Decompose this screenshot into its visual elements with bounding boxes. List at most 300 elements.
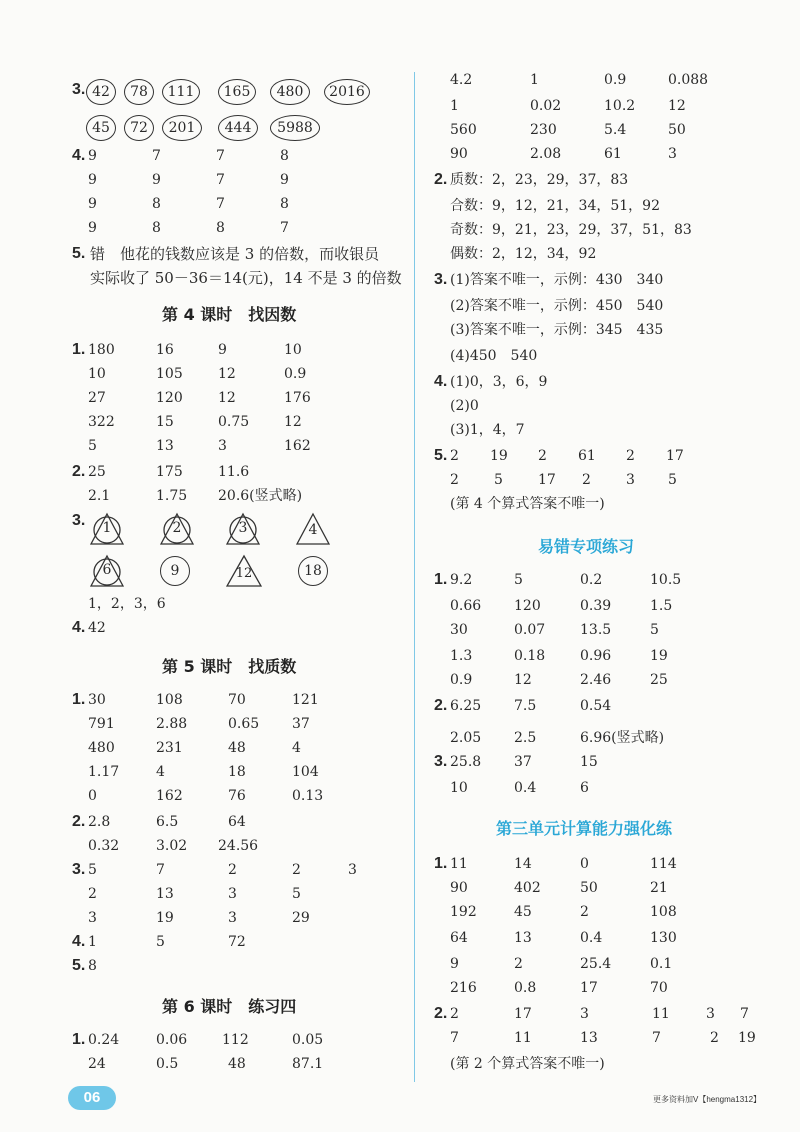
answer-row (72, 168, 402, 192)
answer-row (72, 784, 402, 808)
cell: 2 (292, 862, 301, 878)
question-number: 1. (72, 341, 86, 358)
answer-row (72, 906, 402, 930)
answer-row (72, 1028, 402, 1052)
cell: 25.4 (580, 956, 612, 972)
answer-row (72, 362, 402, 386)
cell: 3 (626, 472, 635, 488)
circle-triangle-shape (226, 512, 260, 546)
cell: 3 (88, 910, 97, 926)
question-number: 2. (72, 813, 86, 830)
question-number: 5. (72, 245, 86, 262)
answer-row (72, 338, 402, 362)
cell: 70 (650, 980, 668, 996)
cell: 5 (88, 862, 97, 878)
cell: 37 (292, 716, 310, 732)
cell: 2 (450, 448, 459, 464)
answer-row (434, 1002, 784, 1026)
cell: 3 (218, 438, 227, 454)
shape-number: 6 (102, 562, 112, 578)
cell: 20.6(竖式略) (218, 488, 303, 504)
cell: 162 (156, 788, 183, 804)
answer-row (72, 460, 402, 484)
answer-row (434, 594, 784, 618)
cell: 9 (152, 172, 161, 188)
question-number: 1. (434, 855, 448, 872)
answer-row (72, 858, 402, 882)
cell: 5.4 (604, 122, 627, 138)
cell: 9 (218, 342, 227, 358)
answer-row (72, 954, 402, 978)
cell: 17 (514, 1006, 532, 1022)
answer-row (434, 618, 784, 642)
cell: 7 (216, 172, 225, 188)
answer-text: 合数：9，12，21，34，51，92 (450, 198, 660, 214)
cell: 2.1 (88, 488, 111, 504)
cell: 0.54 (580, 698, 612, 714)
cell: 180 (88, 342, 115, 358)
cell: 70 (228, 692, 246, 708)
answer-row (434, 142, 784, 166)
cell: 2 (710, 1030, 719, 1046)
cell: 7.5 (514, 698, 537, 714)
cell: 2 (626, 448, 635, 464)
answer-row (434, 900, 784, 924)
circle-triangle-shape (90, 554, 124, 588)
cell: 14 (514, 856, 532, 872)
answer-text: (3)答案不唯一，示例：345 435 (450, 322, 664, 338)
question-number: 2. (434, 1005, 448, 1022)
cell: 11.6 (218, 464, 250, 480)
cell: 120 (514, 598, 541, 614)
cell: 42 (88, 620, 106, 636)
cell: 2 (538, 448, 547, 464)
note-text: (第 4 个算式答案不唯一) (450, 496, 605, 512)
cell: 8 (280, 148, 289, 164)
cell: 0.75 (218, 414, 250, 430)
cell: 0.088 (668, 72, 709, 88)
cell: 0.02 (530, 98, 562, 114)
answer-row (72, 712, 402, 736)
cell: 0.24 (88, 1032, 120, 1048)
cell: 9.2 (450, 572, 473, 588)
answer-row (434, 876, 784, 900)
cell: 13 (156, 438, 174, 454)
circle-shape: 18 (298, 556, 328, 586)
cell: 1 (530, 72, 539, 88)
cell: 6.5 (156, 814, 179, 830)
page-number-badge: 06 (68, 1086, 116, 1110)
answer-text: (1)0，3，6，9 (450, 374, 548, 390)
cell: 8 (152, 220, 161, 236)
answer-row (434, 94, 784, 118)
answer-row (72, 216, 402, 240)
cell: 9 (280, 172, 289, 188)
cell: 1.17 (88, 764, 120, 780)
answer-row (434, 776, 784, 800)
cell: 0.9 (604, 72, 627, 88)
cell: 10.5 (650, 572, 682, 588)
cell: 7 (652, 1030, 661, 1046)
question-number: 4. (72, 619, 86, 636)
cell: 0.96 (580, 648, 612, 664)
cell: 2.88 (156, 716, 188, 732)
cell: 8 (88, 958, 97, 974)
answer-text: 错 他花的钱数应该是 3 的倍数，而收银员 (90, 245, 380, 263)
lesson-4-title: 第 4 课时 找因数 (162, 305, 297, 324)
cell: 0.05 (292, 1032, 324, 1048)
number-oval: 42 (86, 79, 116, 105)
answer-row (434, 852, 784, 876)
answer-row (434, 644, 784, 668)
answer-row (72, 592, 402, 616)
answer-row (72, 760, 402, 784)
answer-row (434, 218, 784, 242)
cell: 8 (280, 196, 289, 212)
cell: 2 (450, 472, 459, 488)
cell: 175 (156, 464, 183, 480)
cell: 45 (514, 904, 532, 920)
answer-row (434, 242, 784, 266)
cell: 0.8 (514, 980, 537, 996)
section-title-easy-mistakes: 易错专项练习 (538, 537, 635, 556)
answer-row (72, 266, 412, 290)
cell: 0.66 (450, 598, 482, 614)
answer-text: (4)450 540 (450, 348, 538, 364)
cell: 7 (740, 1006, 749, 1022)
answer-row (72, 688, 402, 712)
cell: 5 (292, 886, 301, 902)
answer-row (434, 694, 784, 718)
cell: 5 (514, 572, 523, 588)
question-number: 1. (434, 571, 448, 588)
answer-row (72, 736, 402, 760)
cell: 11 (652, 1006, 670, 1022)
answer-row (72, 484, 402, 508)
answer-text: (2)答案不唯一，示例：450 540 (450, 298, 664, 314)
cell: 230 (530, 122, 557, 138)
question-number: 2. (434, 697, 448, 714)
cell: 0.4 (580, 930, 603, 946)
cell: 25 (88, 464, 106, 480)
answer-row (434, 468, 784, 492)
cell: 4 (292, 740, 301, 756)
cell: 0.65 (228, 716, 260, 732)
cell: 2.05 (450, 730, 482, 746)
cell: 61 (578, 448, 596, 464)
answer-row (72, 386, 402, 410)
number-oval: 72 (124, 115, 154, 141)
cell: 10 (284, 342, 302, 358)
question-number: 1. (72, 1031, 86, 1048)
cell: 560 (450, 122, 477, 138)
number-oval: 2016 (324, 79, 370, 105)
cell: 2.8 (88, 814, 111, 830)
cell: 19 (156, 910, 174, 926)
cell: 0.9 (450, 672, 473, 688)
question-number: 3. (72, 861, 86, 878)
question-number: 5. (72, 957, 86, 974)
cell: 7 (156, 862, 165, 878)
cell: 5 (88, 438, 97, 454)
cell: 13 (514, 930, 532, 946)
cell: 17 (538, 472, 556, 488)
cell: 21 (650, 880, 668, 896)
cell: 7 (280, 220, 289, 236)
cell: 64 (228, 814, 246, 830)
cell: 12 (668, 98, 686, 114)
cell: 2.08 (530, 146, 562, 162)
cell: 8 (216, 220, 225, 236)
cell: 2.5 (514, 730, 537, 746)
cell: 5 (650, 622, 659, 638)
cell: 2 (580, 904, 589, 920)
cell: 50 (580, 880, 598, 896)
answer-row (434, 418, 784, 442)
shape-number: 2 (172, 520, 182, 536)
cell: 0.18 (514, 648, 546, 664)
cell: 3 (580, 1006, 589, 1022)
answer-row (434, 976, 784, 1000)
cell: 30 (450, 622, 468, 638)
cell: 176 (284, 390, 311, 406)
answer-text: (3)1，4，7 (450, 422, 525, 438)
cell: 105 (156, 366, 183, 382)
cell: 24.56 (218, 838, 259, 854)
cell: 10 (88, 366, 106, 382)
question-number: 4. (72, 147, 86, 164)
cell: 1.5 (650, 598, 673, 614)
cell: 76 (228, 788, 246, 804)
question-3-ovals (72, 76, 412, 106)
cell: 29 (292, 910, 310, 926)
cell: 48 (228, 1056, 246, 1072)
cell: 130 (650, 930, 677, 946)
answer-row (434, 668, 784, 692)
cell: 10 (450, 780, 468, 796)
answer-row (434, 952, 784, 976)
cell: 0.06 (156, 1032, 188, 1048)
cell: 322 (88, 414, 115, 430)
cell: 2 (88, 886, 97, 902)
cell: 3 (668, 146, 677, 162)
question-number: 2. (72, 463, 86, 480)
lesson-6-title: 第 6 课时 练习四 (162, 997, 297, 1016)
answer-row (72, 434, 402, 458)
answer-text: 1，2，3，6 (88, 596, 166, 612)
cell: 121 (292, 692, 319, 708)
question-number: 3. (72, 81, 86, 98)
answer-row (434, 1026, 784, 1050)
answer-row (434, 1052, 784, 1076)
question-number: 3. (72, 512, 86, 529)
cell: 12 (514, 672, 532, 688)
cell: 2.46 (580, 672, 612, 688)
cell: 17 (666, 448, 684, 464)
cell: 19 (490, 448, 508, 464)
cell: 6.96(竖式略) (580, 730, 665, 746)
answer-row (434, 118, 784, 142)
cell: 24 (88, 1056, 106, 1072)
cell: 25.8 (450, 754, 482, 770)
cell: 61 (604, 146, 622, 162)
cell: 9 (88, 220, 97, 236)
cell: 480 (88, 740, 115, 756)
cell: 162 (284, 438, 311, 454)
cell: 0.39 (580, 598, 612, 614)
answer-row (434, 568, 784, 592)
answer-row (72, 410, 402, 434)
question-number: 2. (434, 171, 448, 188)
cell: 3 (228, 910, 237, 926)
cell: 108 (650, 904, 677, 920)
cell: 19 (650, 648, 668, 664)
cell: 48 (228, 740, 246, 756)
cell: 37 (514, 754, 532, 770)
answer-text: (2)0 (450, 398, 479, 414)
cell: 10.2 (604, 98, 636, 114)
cell: 120 (156, 390, 183, 406)
question-number: 4. (434, 373, 448, 390)
cell: 15 (156, 414, 174, 430)
cell: 114 (650, 856, 677, 872)
question-3-ovals-row2 (72, 112, 412, 142)
cell: 0.32 (88, 838, 120, 854)
cell: 3 (348, 862, 357, 878)
cell: 8 (152, 196, 161, 212)
answer-row (72, 242, 412, 266)
cell: 30 (88, 692, 106, 708)
shape-number: 1 (102, 520, 112, 536)
cell: 15 (580, 754, 598, 770)
lesson-5-title: 第 5 课时 找质数 (162, 657, 297, 676)
answer-row (434, 444, 784, 468)
cell: 3 (706, 1006, 715, 1022)
cell: 11 (514, 1030, 532, 1046)
answer-row (72, 834, 402, 858)
cell: 6 (580, 780, 589, 796)
answer-row (434, 268, 784, 292)
answer-row (72, 810, 402, 834)
answer-row (434, 68, 784, 92)
cell: 108 (156, 692, 183, 708)
number-oval: 201 (162, 115, 202, 141)
cell: 5 (494, 472, 503, 488)
answer-row (434, 344, 784, 368)
cell: 0.1 (650, 956, 673, 972)
cell: 5 (668, 472, 677, 488)
answer-row (72, 616, 402, 640)
cell: 2 (514, 956, 523, 972)
cell: 27 (88, 390, 106, 406)
cell: 0 (88, 788, 97, 804)
answer-row (72, 930, 402, 954)
cell: 0.07 (514, 622, 546, 638)
answer-row (72, 882, 402, 906)
cell: 19 (738, 1030, 756, 1046)
cell: 18 (228, 764, 246, 780)
number-oval: 78 (124, 79, 154, 105)
answer-row (434, 194, 784, 218)
circle-shape: 9 (160, 556, 190, 586)
triangle-shape (226, 554, 262, 588)
number-oval: 444 (218, 115, 258, 141)
cell: 7 (152, 148, 161, 164)
cell: 5 (156, 934, 165, 950)
cell: 12 (218, 366, 236, 382)
section-title-unit3-practice: 第三单元计算能力强化练 (496, 819, 673, 838)
shape-number: 3 (238, 520, 248, 536)
cell: 7 (216, 196, 225, 212)
answer-row (434, 294, 784, 318)
cell: 6.25 (450, 698, 482, 714)
cell: 7 (216, 148, 225, 164)
number-oval: 480 (270, 79, 310, 105)
answer-row (434, 926, 784, 950)
question-number: 3. (434, 271, 448, 288)
cell: 9 (88, 172, 97, 188)
number-oval: 111 (162, 79, 200, 105)
number-oval: 165 (218, 79, 256, 105)
answer-row (72, 192, 402, 216)
cell: 13 (580, 1030, 598, 1046)
question-number: 1. (72, 691, 86, 708)
cell: 9 (88, 148, 97, 164)
cell: 0 (580, 856, 589, 872)
cell: 112 (222, 1032, 249, 1048)
cell: 4 (156, 764, 165, 780)
cell: 231 (156, 740, 183, 756)
answer-row (434, 750, 784, 774)
cell: 192 (450, 904, 477, 920)
answer-row (434, 168, 784, 192)
cell: 9 (88, 196, 97, 212)
answer-row (434, 318, 784, 342)
circle-triangle-shape (160, 512, 194, 546)
footer-watermark: 更多资料加V【hengma1312】 (653, 1095, 762, 1104)
column-divider (414, 72, 415, 1082)
answer-row (434, 370, 784, 394)
cell: 25 (650, 672, 668, 688)
shape-number: 4 (308, 522, 318, 538)
cell: 3 (228, 886, 237, 902)
cell: 13 (156, 886, 174, 902)
cell: 104 (292, 764, 319, 780)
cell: 1.3 (450, 648, 473, 664)
note-text: (第 2 个算式答案不唯一) (450, 1056, 605, 1072)
question-number: 5. (434, 447, 448, 464)
cell: 12 (218, 390, 236, 406)
cell: 4.2 (450, 72, 473, 88)
cell: 9 (450, 956, 459, 972)
cell: 87.1 (292, 1056, 324, 1072)
cell: 2 (450, 1006, 459, 1022)
answer-row (434, 726, 784, 750)
cell: 50 (668, 122, 686, 138)
cell: 1.75 (156, 488, 188, 504)
cell: 216 (450, 980, 477, 996)
cell: 11 (450, 856, 468, 872)
answer-text: (1)答案不唯一，示例：430 340 (450, 272, 664, 288)
answer-text: 奇数：9，21，23，29，37，51，83 (450, 222, 692, 238)
cell: 1 (88, 934, 97, 950)
answer-row (72, 1052, 402, 1076)
answer-text: 质数：2，23，29，37，83 (450, 172, 629, 188)
answer-text: 偶数：2，12，34，92 (450, 246, 597, 262)
cell: 12 (284, 414, 302, 430)
answer-row (434, 394, 784, 418)
answer-row (434, 492, 784, 516)
